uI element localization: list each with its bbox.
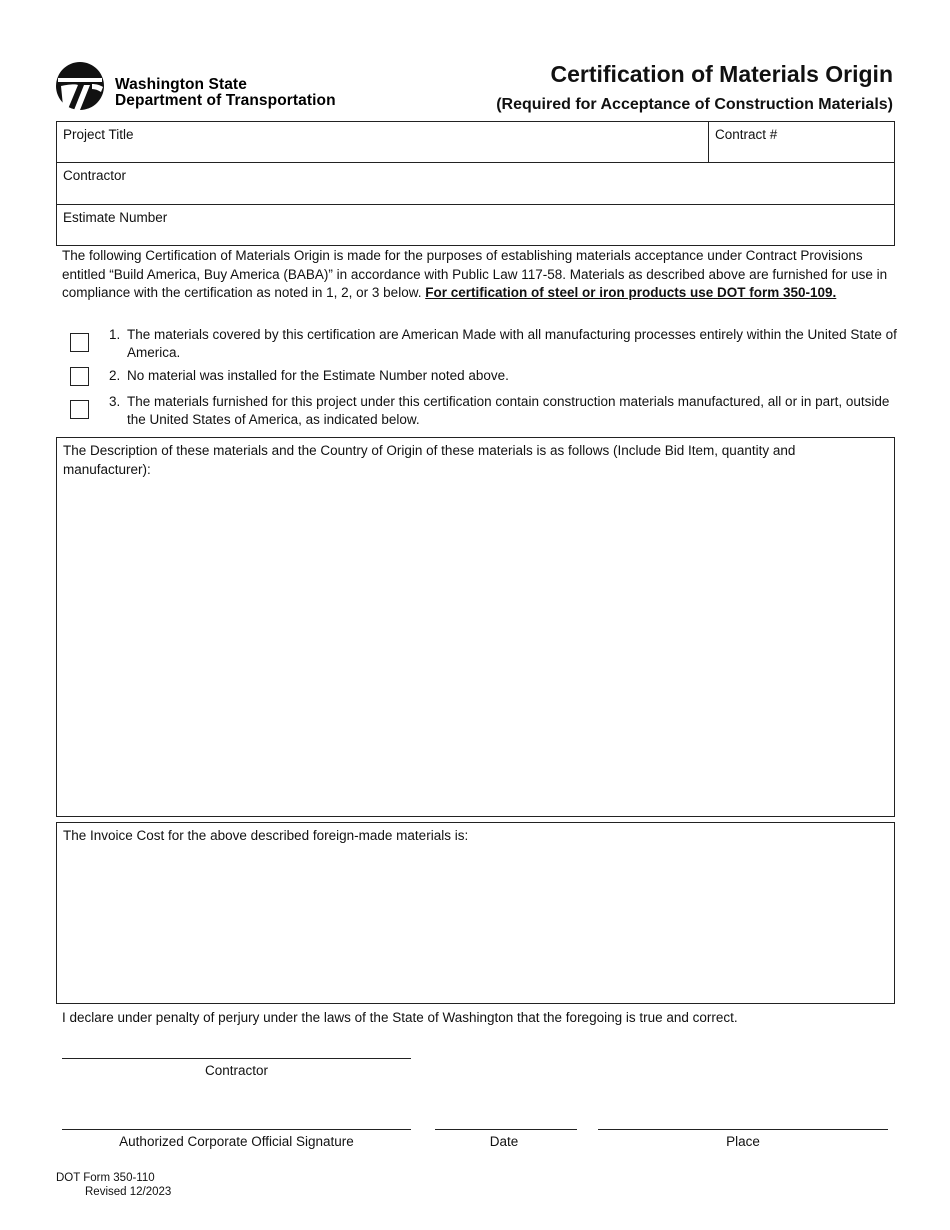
invoice-cost-box bbox=[56, 822, 895, 1004]
project-title-label: Project Title bbox=[63, 127, 134, 142]
wsdot-emblem-icon bbox=[56, 62, 104, 110]
option-1-checkbox[interactable] bbox=[70, 333, 89, 352]
contractor-signature-caption: Contractor bbox=[204, 1063, 269, 1078]
contract-number-field[interactable] bbox=[708, 122, 894, 162]
contractor-field[interactable] bbox=[57, 163, 894, 205]
org-name-line1: Washington State bbox=[115, 76, 247, 93]
option-2 bbox=[70, 367, 892, 389]
materials-description-input[interactable] bbox=[57, 482, 894, 816]
option-3-text: The materials furnished for this project under this certification contain construction materials manufactured, all or in part, outside the United States of America, as indicated below. bbox=[127, 394, 890, 427]
form-title: Certification of Materials Origin bbox=[550, 61, 893, 87]
project-row bbox=[57, 122, 894, 163]
estimate-number-label: Estimate Number bbox=[63, 210, 168, 225]
materials-description-box bbox=[56, 437, 895, 817]
materials-description-label: The Description of these materials and the Country of Origin of these materials is as follows (Include Bid Item, quantity and manufacturer): bbox=[63, 443, 796, 477]
option-3 bbox=[70, 393, 892, 431]
option-3-checkbox[interactable] bbox=[70, 400, 89, 419]
official-signature-line[interactable] bbox=[62, 1129, 411, 1130]
option-2-number: 2. bbox=[109, 368, 121, 383]
option-1-number: 1. bbox=[109, 327, 121, 342]
date-line[interactable] bbox=[435, 1129, 577, 1130]
form-footer bbox=[56, 1171, 171, 1199]
date-caption: Date bbox=[489, 1134, 519, 1149]
contractor-signature-line[interactable] bbox=[62, 1058, 411, 1059]
invoice-cost-input[interactable] bbox=[57, 847, 894, 1003]
wsdot-logo bbox=[56, 62, 376, 112]
estimate-number-field[interactable] bbox=[57, 205, 894, 245]
option-1-text: The materials covered by this certification are American Made with all manufacturing processes entirely within the United State of America. bbox=[127, 327, 897, 360]
org-name-line2: Department of Transportation bbox=[115, 92, 336, 109]
intro-paragraph bbox=[62, 247, 892, 303]
option-2-checkbox[interactable] bbox=[70, 367, 89, 386]
place-caption: Place bbox=[726, 1134, 760, 1149]
form-number: DOT Form 350-110 bbox=[56, 1172, 155, 1184]
contract-number-label: Contract # bbox=[715, 127, 778, 142]
invoice-cost-label: The Invoice Cost for the above described foreign-made materials is: bbox=[63, 828, 469, 843]
steel-iron-notice: For certification of steel or iron products use DOT form 350-109. bbox=[425, 285, 837, 301]
intro-text: The following Certification of Materials Origin is made for the purposes of establishing materials acceptance under Contract Provisions entitled “Build America, Buy America (BABA)” in accordance with Public Law 117-58. Materials as described above are furnished for use in compliance with the certification as noted in 1, 2, or 3 below. bbox=[62, 248, 888, 301]
option-2-text: No material was installed for the Estimate Number noted above. bbox=[127, 368, 509, 383]
option-3-number: 3. bbox=[109, 394, 121, 409]
form-subtitle: (Required for Acceptance of Construction Materials) bbox=[496, 96, 893, 113]
place-line[interactable] bbox=[598, 1129, 888, 1130]
official-signature-caption: Authorized Corporate Official Signature bbox=[119, 1134, 354, 1149]
contractor-label: Contractor bbox=[63, 168, 127, 183]
project-info-table bbox=[56, 121, 895, 246]
project-title-field[interactable] bbox=[57, 122, 708, 162]
perjury-declaration: I declare under penalty of perjury under the laws of the State of Washington that the foregoing is true and correct. bbox=[62, 1010, 738, 1025]
revision-date: Revised 12/2023 bbox=[85, 1186, 172, 1198]
option-1 bbox=[70, 326, 897, 364]
